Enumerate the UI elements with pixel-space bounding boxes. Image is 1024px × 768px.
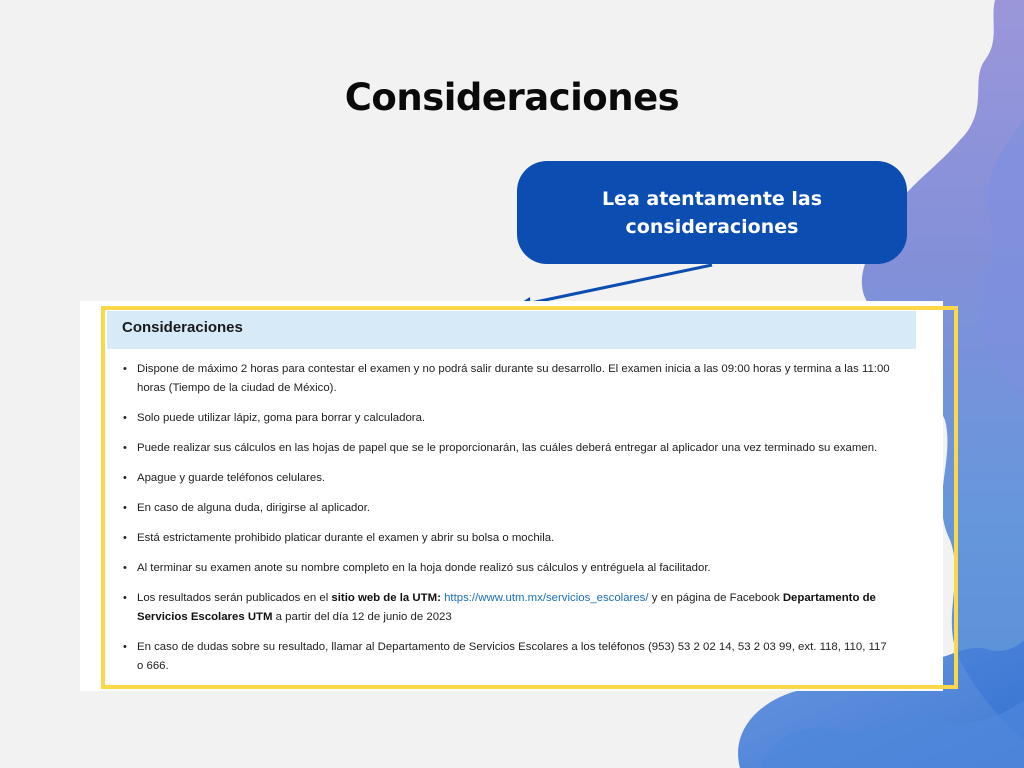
bullet-icon: • [123, 641, 127, 653]
callout-box [517, 161, 907, 264]
list-item: • En caso de alguna duda, dirigirse al aplicador. [123, 499, 893, 518]
list-item: • En caso de dudas sobre su resultado, llamar al Departamento de Servicios Escolares a los teléfonos (953) 53 2 02 14, 53 2 03 99, ext. 118, 110, 117 o 666. [123, 638, 893, 676]
considerations-list [123, 360, 893, 687]
bullet-icon: • [123, 562, 127, 574]
list-item: • Está estrictamente prohibido platicar durante el examen y abrir su bolsa o mochila. [123, 529, 893, 548]
list-item: • Puede realizar sus cálculos en las hojas de papel que se le proporcionarán, las cuáles deberá entregar al aplicador una vez terminado su examen. [123, 439, 893, 458]
bullet-icon: • [123, 442, 127, 454]
bullet-icon: • [123, 412, 127, 424]
utm-link[interactable]: https://www.utm.mx/servicios_escolares/ [444, 592, 649, 604]
panel-header [107, 311, 916, 349]
list-item: • Apague y guarde teléfonos celulares. [123, 469, 893, 488]
list-item: • Al terminar su examen anote su nombre completo en la hoja donde realizó sus cálculos y entréguela al facilitador. [123, 559, 893, 578]
bullet-icon: • [123, 502, 127, 514]
list-item: • Solo puede utilizar lápiz, goma para borrar y calculadora. [123, 409, 893, 428]
bullet-icon: • [123, 363, 127, 375]
slide-title: Consideraciones [344, 76, 680, 119]
bullet-icon: • [123, 472, 127, 484]
bold-text: Departamento de Servicios Escolares UTM [137, 592, 876, 623]
list-item: • Dispone de máximo 2 horas para contestar el examen y no podrá salir durante su desarrollo. El examen inicia a las 09:00 horas y termina a las 11:00 horas (Tiempo de la ciudad de México). [123, 360, 893, 398]
bullet-icon: • [123, 532, 127, 544]
bold-text: sitio web de la UTM: [331, 592, 441, 604]
bullet-icon: • [123, 592, 127, 604]
list-item: • Los resultados serán publicados en el sitio web de la UTM: https://www.utm.mx/servicios_escolares/ y en página de Facebook Departamento de Servicios Escolares UTM a partir del día 12 de junio de 2023 [123, 589, 893, 627]
panel-title: Consideraciones [122, 319, 243, 336]
callout-text: Lea atentamente las consideraciones [601, 187, 823, 238]
